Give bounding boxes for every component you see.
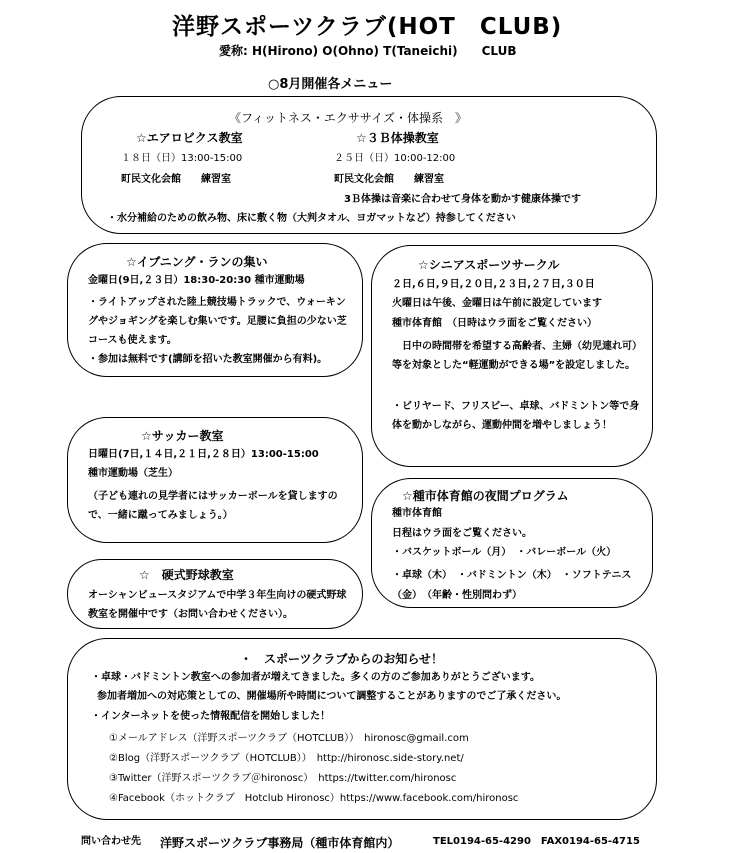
footer-office: 洋野スポーツクラブ事務局（種市体育館内） bbox=[160, 836, 400, 850]
news-item-blog[interactable]: ②Blog（洋野スポーツクラブ（HOTCLUB）） http://hironosc.side-story.net/ bbox=[109, 753, 464, 764]
news-item-email[interactable]: ①メールアドレス（洋野スポーツクラブ（HOTCLUB）） hironosc@gmail.com bbox=[109, 733, 469, 744]
night-program-schedule: 日程はウラ面をご覧ください。 bbox=[392, 528, 532, 539]
senior-schedule: 火曜日は午後、金曜日は午前に設定しています bbox=[392, 298, 602, 309]
night-program-place: 種市体育館 bbox=[392, 508, 442, 519]
fitness-heading: 《フィットネス・エクササイズ・体操系 》 bbox=[229, 111, 467, 125]
senior-place: 種市体育館 （日時はウラ面をご覧ください） bbox=[392, 318, 597, 329]
evening-run-desc: ・ライトアップされた陸上競技場トラックで、ウォーキングやジョギングを楽しむ集いです。足腰に負担の少ない芝コースも使えます。 bbox=[88, 297, 347, 346]
nickname-line: 愛称: H(Hirono) O(Ohno) T(Taneichi) CLUB bbox=[219, 44, 517, 58]
threeb-date: ２５日（日）10:00-12:00 bbox=[334, 153, 456, 164]
senior-dates: ２日,６日,９日,２０日,２３日,２７日,３０日 bbox=[392, 279, 595, 290]
soccer-note: （子ども連れの見学者にはサッカーボールを貸しますので、一緒に蹴ってみましょう。） bbox=[88, 491, 338, 521]
evening-run-title: ☆イブニング・ランの集い bbox=[126, 255, 268, 269]
news-line-3: ・インターネットを使った情報配信を開始しました！ bbox=[91, 711, 331, 722]
night-program-items-2: ・卓球（木） ・バドミントン（木） ・ソフトテニス（金） （年齢・性別問わず） bbox=[392, 570, 632, 601]
threeb-desc: 3Ｂ体操は音楽に合わせて身体を動かす健康体操です bbox=[344, 194, 581, 205]
night-program-title: ☆種市体育館の夜間プログラム bbox=[402, 489, 569, 503]
senior-title: ☆シニアスポーツサークル bbox=[418, 258, 560, 272]
footer-label: 問い合わせ先 bbox=[81, 836, 141, 847]
news-item-twitter[interactable]: ③Twitter（洋野スポーツクラブ＠hironosc） https://twitter.com/hironosc bbox=[109, 773, 457, 784]
baseball-desc: オーシャンビュースタジアムで中学３年生向けの硬式野球教室を開催中です（お問い合わせください）。 bbox=[88, 590, 347, 620]
news-title: ・ スポーツクラブからのお知らせ！ bbox=[240, 652, 444, 666]
night-program-items-1: ・バスケットボール（月） ・バレーボール（火） bbox=[392, 547, 617, 558]
fitness-note: ・水分補給のための飲み物、床に敷く物（大判タオル、ヨガマットなど）持参してください bbox=[107, 213, 516, 224]
senior-activities: ・ビリヤード、フリスビー、卓球、バドミントン等で身体を動かしながら、運動仲間を増やしましょう！ bbox=[392, 401, 640, 431]
senior-desc: 日中の時間帯を希望する高齢者、主婦（幼児連れ可）等を対象とした“軽運動ができる場”を設定しました。 bbox=[392, 341, 642, 371]
evening-run-schedule: 金曜日(9日,２３日）18:30-20:30 種市運動場 bbox=[88, 275, 305, 286]
footer-contact: TEL0194-65-4290 FAX0194-65-4715 bbox=[433, 836, 640, 847]
page-title: 洋野スポーツクラブ(HOT CLUB) bbox=[172, 14, 563, 40]
aerobics-place: 町民文化会館 練習室 bbox=[121, 174, 231, 185]
threeb-title: ☆３Ｂ体操教室 bbox=[356, 131, 439, 145]
soccer-title: ☆サッカー教室 bbox=[141, 429, 224, 443]
menu-title: ○8月開催各メニュー bbox=[268, 77, 393, 92]
news-item-facebook[interactable]: ④Facebook（ホットクラブ Hotclub Hironosc）https://www.facebook.com/hironosc bbox=[109, 793, 519, 804]
threeb-place: 町民文化会館 練習室 bbox=[334, 174, 444, 185]
news-line-1: ・卓球・バドミントン教室への参加者が増えてきました。多くの方のご参加ありがとうございます。 bbox=[91, 672, 540, 683]
soccer-place: 種市運動場（芝生） bbox=[88, 468, 178, 479]
baseball-title: ☆ 硬式野球教室 bbox=[139, 568, 234, 582]
soccer-schedule: 日曜日(7日,１４日,２１日,２８日）13:00-15:00 bbox=[88, 449, 319, 460]
evening-run-fee: ・参加は無料です(講師を招いた教室開催から有料)。 bbox=[88, 354, 328, 365]
aerobics-title: ☆エアロビクス教室 bbox=[136, 131, 243, 145]
news-line-2: 参加者増加への対応策としての、開催場所や時間について調整することがありますのでご了承ください。 bbox=[97, 691, 567, 702]
aerobics-date: １８日（日）13:00-15:00 bbox=[121, 153, 243, 164]
